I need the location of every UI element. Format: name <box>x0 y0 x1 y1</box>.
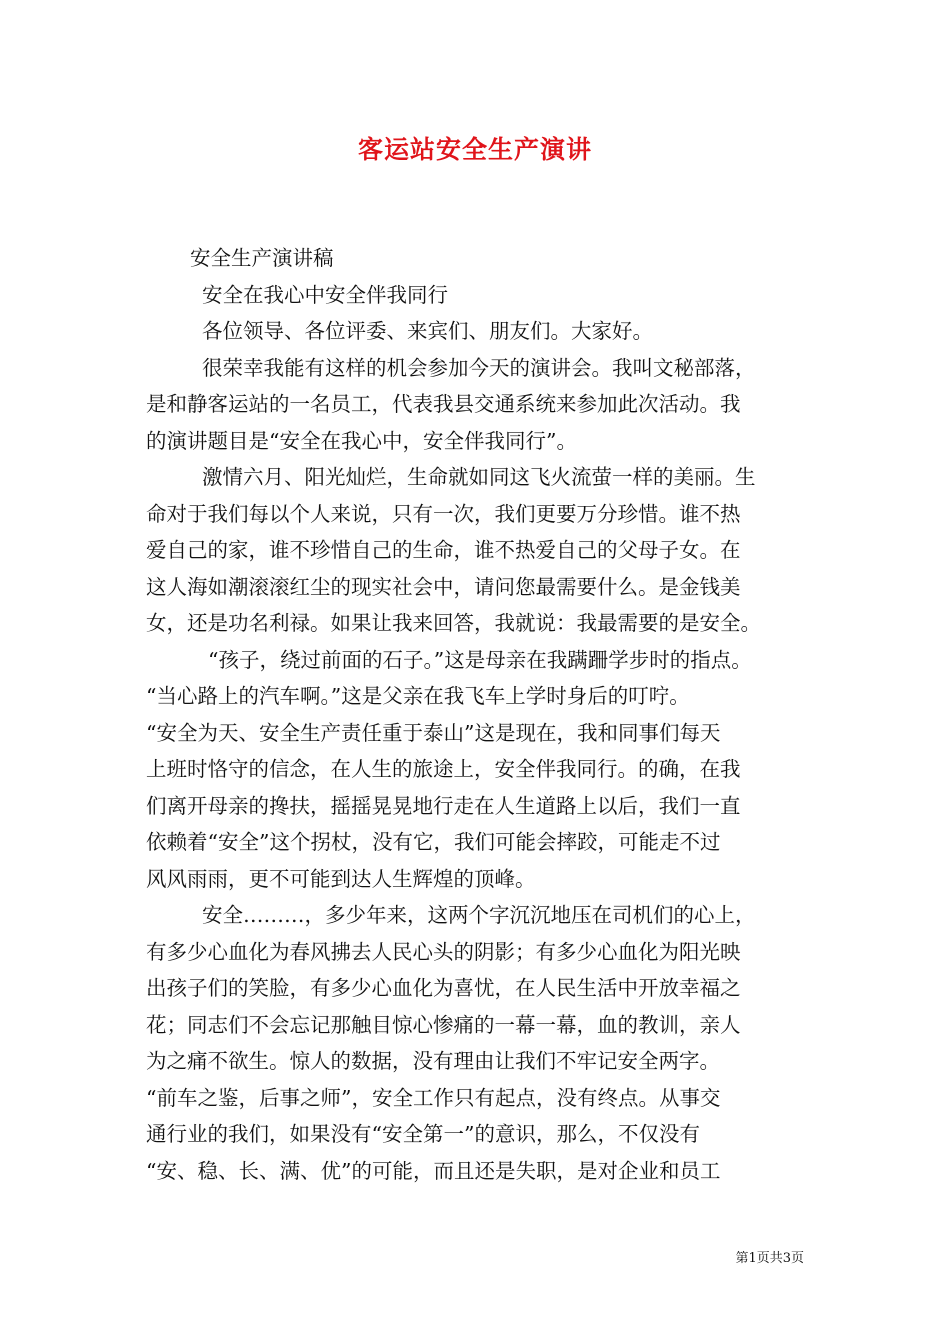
page-number: 第1页共3页 <box>735 1251 804 1266</box>
text-line: 通行业的我们，如果没有“安全第一”的意识，那么，不仅没有 <box>146 1122 700 1146</box>
text-line: “孩子，绕过前面的石子。”这是母亲在我蹒跚学步时的指点。 <box>208 647 752 672</box>
document-title: 客运站安全生产演讲 <box>357 135 592 164</box>
document-body <box>146 240 811 1189</box>
text-line: 很荣幸我能有这样的机会参加今天的演讲会。我叫文秘部落， <box>202 355 756 380</box>
text-line: “当心路上的汽车啊。”这是父亲在我飞车上学时身后的叮咛。 <box>146 684 690 708</box>
text-line: 有多少心血化为春风拂去人民心头的阴影；有多少心血化为阳光映 <box>146 939 741 964</box>
text-line: 为之痛不欲生。惊人的数据，没有理由让我们不牢记安全两字。 <box>146 1049 720 1073</box>
text-line: “安全为天、安全生产责任重于泰山”这是现在，我和同事们每天 <box>146 720 721 745</box>
text-line: 这人海如潮滚滚红尘的现实社会中，请问您最需要什么。是金钱美 <box>146 574 741 599</box>
text-line: 爱自己的家，谁不珍惜自己的生命，谁不热爱自己的父母子女。在 <box>146 538 741 562</box>
text-line: 的演讲题目是“安全在我心中，安全伴我同行”。 <box>146 428 577 453</box>
text-line: 风风雨雨，更不可能到达人生辉煌的顶峰。 <box>146 866 536 891</box>
text-line: 上班时恪守的信念，在人生的旅途上，安全伴我同行。的确，在我 <box>146 757 741 781</box>
text-line: “安、稳、长、满、优”的可能，而且还是失职，是对企业和员工 <box>146 1158 721 1183</box>
text-line: 安全生产演讲稿 <box>190 246 334 270</box>
text-line: 依赖着“安全”这个拐杖，没有它，我们可能会摔跤，可能走不过 <box>146 830 721 854</box>
text-line: 激情六月、阳光灿烂，生命就如同这飞火流萤一样的美丽。生 <box>202 465 756 489</box>
text-line: 命对于我们每以个人来说，只有一次，我们更要万分珍惜。谁不热 <box>146 501 741 526</box>
text-line: 女，还是功名利禄。如果让我来回答，我就说：我最需要的是安全。 <box>146 611 761 635</box>
text-line: 安全在我心中安全伴我同行 <box>202 282 448 307</box>
text-line: “前车之鉴，后事之师”，安全工作只有起点，没有终点。从事交 <box>146 1085 721 1110</box>
text-line: 是和静客运站的一名员工，代表我县交通系统来参加此次活动。我 <box>146 392 741 416</box>
text-line: 们离开母亲的搀扶，摇摇晃晃地行走在人生道路上以后，我们一直 <box>146 793 741 818</box>
text-line: 花；同志们不会忘记那触目惊心惨痛的一幕一幕，血的教训，亲人 <box>146 1012 741 1037</box>
text-line: 各位领导、各位评委、来宾们、朋友们。大家好。 <box>202 319 653 343</box>
text-line: 出孩子们的笑脸，有多少心血化为喜忧，在人民生活中开放幸福之 <box>146 976 741 1000</box>
text-line: 安全………，多少年来，这两个字沉沉地压在司机们的心上， <box>202 903 756 927</box>
